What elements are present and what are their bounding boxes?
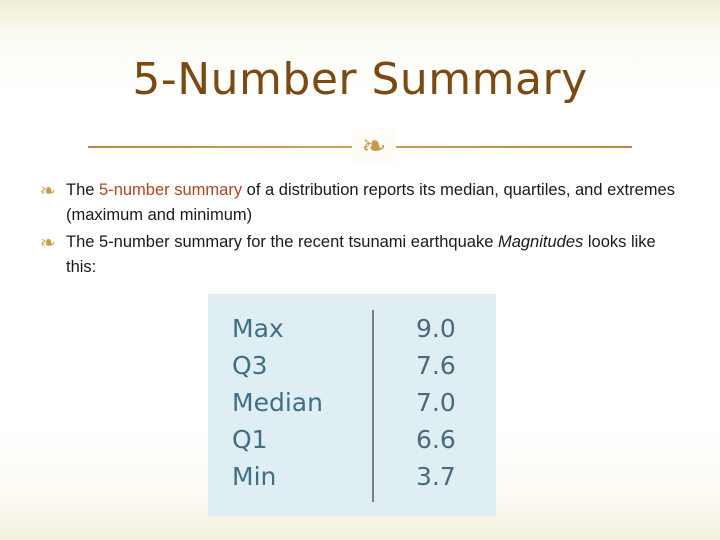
list-item: [40, 178, 680, 228]
list-item: [40, 230, 680, 280]
table-row: Min: [232, 462, 277, 491]
list-item-text: [66, 178, 680, 228]
table-column-labels: [208, 310, 368, 502]
table-column-values: [368, 310, 496, 502]
table-row: 7.6: [416, 351, 456, 380]
ornament-icon: ❧: [352, 130, 396, 164]
table-row: Median: [232, 388, 323, 417]
text-segment-highlight: 5-number summary: [99, 181, 243, 199]
text-segment: The: [66, 181, 100, 199]
list-item-text: [66, 230, 680, 280]
bullet-icon: ❧: [40, 232, 56, 254]
bullet-list: [40, 178, 680, 282]
table-row: Max: [232, 314, 284, 343]
text-segment: The 5-number summary for the recent tsunami earthquake: [66, 233, 498, 251]
text-segment: looks like this:: [66, 233, 656, 276]
text-segment: of a distribution reports its median, quartiles, and extremes (maximum and minimum): [66, 181, 675, 224]
table-row: 6.6: [416, 425, 456, 454]
table-column-divider: [372, 310, 374, 502]
text-segment-italic: Magnitudes: [497, 233, 584, 251]
summary-table-inner: [208, 294, 496, 516]
table-row: 9.0: [416, 314, 456, 343]
table-row: Q3: [232, 351, 268, 380]
table-row: Q1: [232, 425, 268, 454]
summary-table: [208, 294, 496, 516]
table-row: 7.0: [416, 388, 456, 417]
bullet-icon: ❧: [40, 180, 56, 202]
table-row: 3.7: [416, 462, 456, 491]
page-title: 5-Number Summary: [132, 54, 588, 105]
